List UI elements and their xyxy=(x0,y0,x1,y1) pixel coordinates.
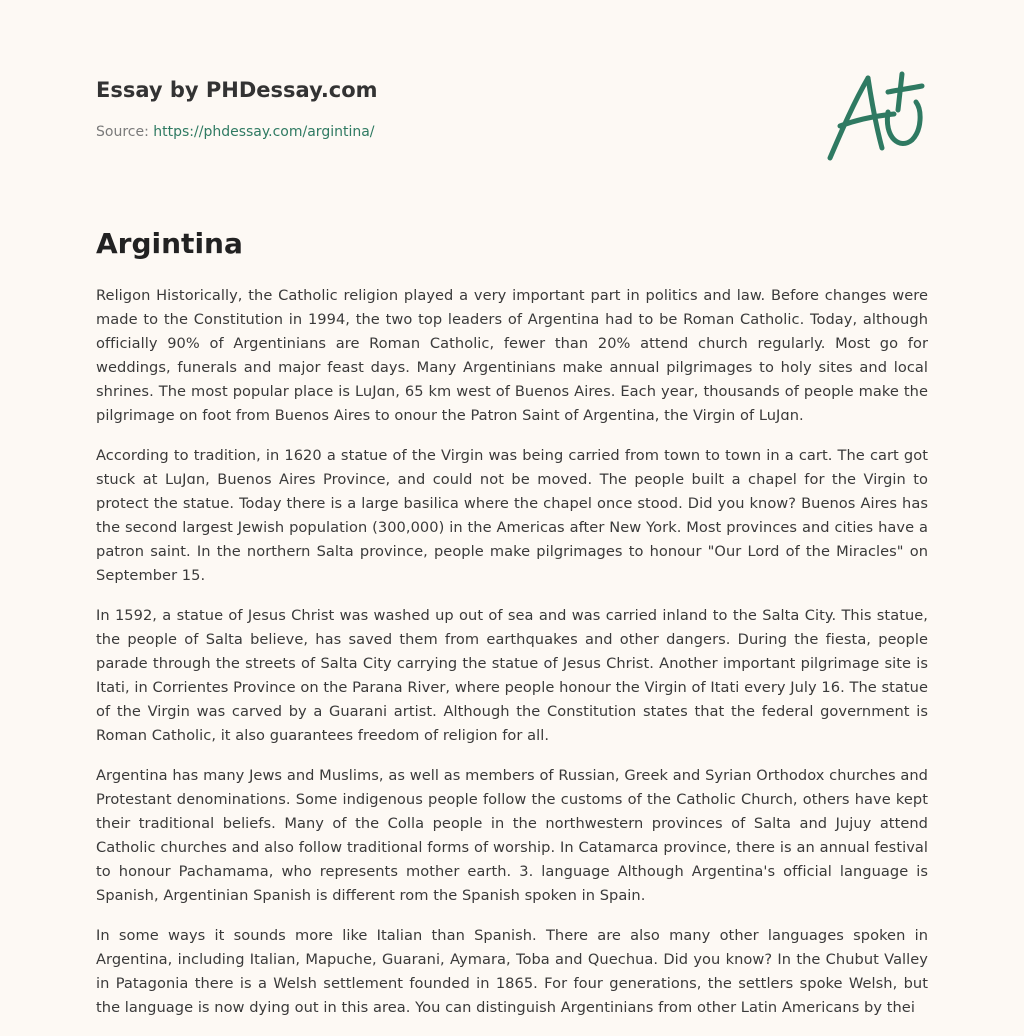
essay-paragraph: In some ways it sounds more like Italian than Spanish. There are also many other languages spoken in Argentina, including Italian, Mapuche, Guarani, Aymara, Toba and Quechua. Did you know? In the Chubut Valley in Patagonia there is a Welsh settlement founded in 1865. For four generations, the settlers spoke Welsh, but the language is now dying out in this area. You can distinguish Argentinians from other Latin Americans by thei xyxy=(96,927,928,1016)
source-label: Source: xyxy=(96,124,154,140)
essay-header xyxy=(96,74,696,142)
source-line xyxy=(96,122,696,142)
essay-paragraph: Argentina has many Jews and Muslims, as well as members of Russian, Greek and Syrian Orthodox churches and Protestant denominations. Some indigenous people follow the customs of the Catholic Church, others have kept their traditional beliefs. Many of the Colla people in the northwestern provinces of Salta and Jujuy attend Catholic churches and also follow traditional forms of worship. In Catamarca province, there is an annual festival to honour Pachamama, who represents mother earth. 3. language Although Argentina's official language is Spanish, Argentinian Spanish is different rom the Spanish spoken in Spain. xyxy=(96,767,928,904)
source-link[interactable]: https://phdessay.com/argintina/ xyxy=(153,124,375,140)
a-plus-grade-icon xyxy=(818,64,934,168)
essay-paragraph: In 1592, a statue of Jesus Christ was washed up out of sea and was carried inland to the Salta City. This statue, the people of Salta believe, has saved them from earthquakes and other dangers. During the fiesta, people parade through the streets of Salta City carrying the statue of Jesus Christ. Another important pilgrimage site is Itati, in Corrientes Province on the Parana River, where people honour the Virgin of Itati every July 16. The statue of the Virgin was carved by a Guarani artist. Although the Constitution states that the federal government is Roman Catholic, it also guarantees freedom of religion for all. xyxy=(96,607,928,744)
site-brand: Essay by PHDessay.com xyxy=(96,78,378,102)
essay-paragraph: Religon Historically, the Catholic religion played a very important part in politics and law. Before changes were made to the Constitution in 1994, the two top leaders of Argentina had to be Roman Catholic. Today, although officially 90% of Argentinians are Roman Catholic, fewer than 20% attend church regularly. Most go for weddings, funerals and major feast days. Many Argentinians make annual pilgrimages to holy sites and local shrines. The most popular place is LuJɑn, 65 km west of Buenos Aires. Each year, thousands of people make the pilgrimage on foot from Buenos Aires to onour the Patron Saint of Argentina, the Virgin of LuJɑn. xyxy=(96,287,928,424)
essay-body xyxy=(96,284,928,1036)
essay-title: Argintina xyxy=(96,227,243,260)
essay-paragraph: According to tradition, in 1620 a statue of the Virgin was being carried from town to town in a cart. The cart got stuck at LuJɑn, Buenos Aires Province, and could not be moved. The people built a chapel for the Virgin to protect the statue. Today there is a large basilica where the chapel once stood. Did you know? Buenos Aires has the second largest Jewish population (300,000) in the Americas after New York. Most provinces and cities have a patron saint. In the northern Salta province, people make pilgrimages to honour "Our Lord of the Miracles" on September 15. xyxy=(96,447,928,584)
